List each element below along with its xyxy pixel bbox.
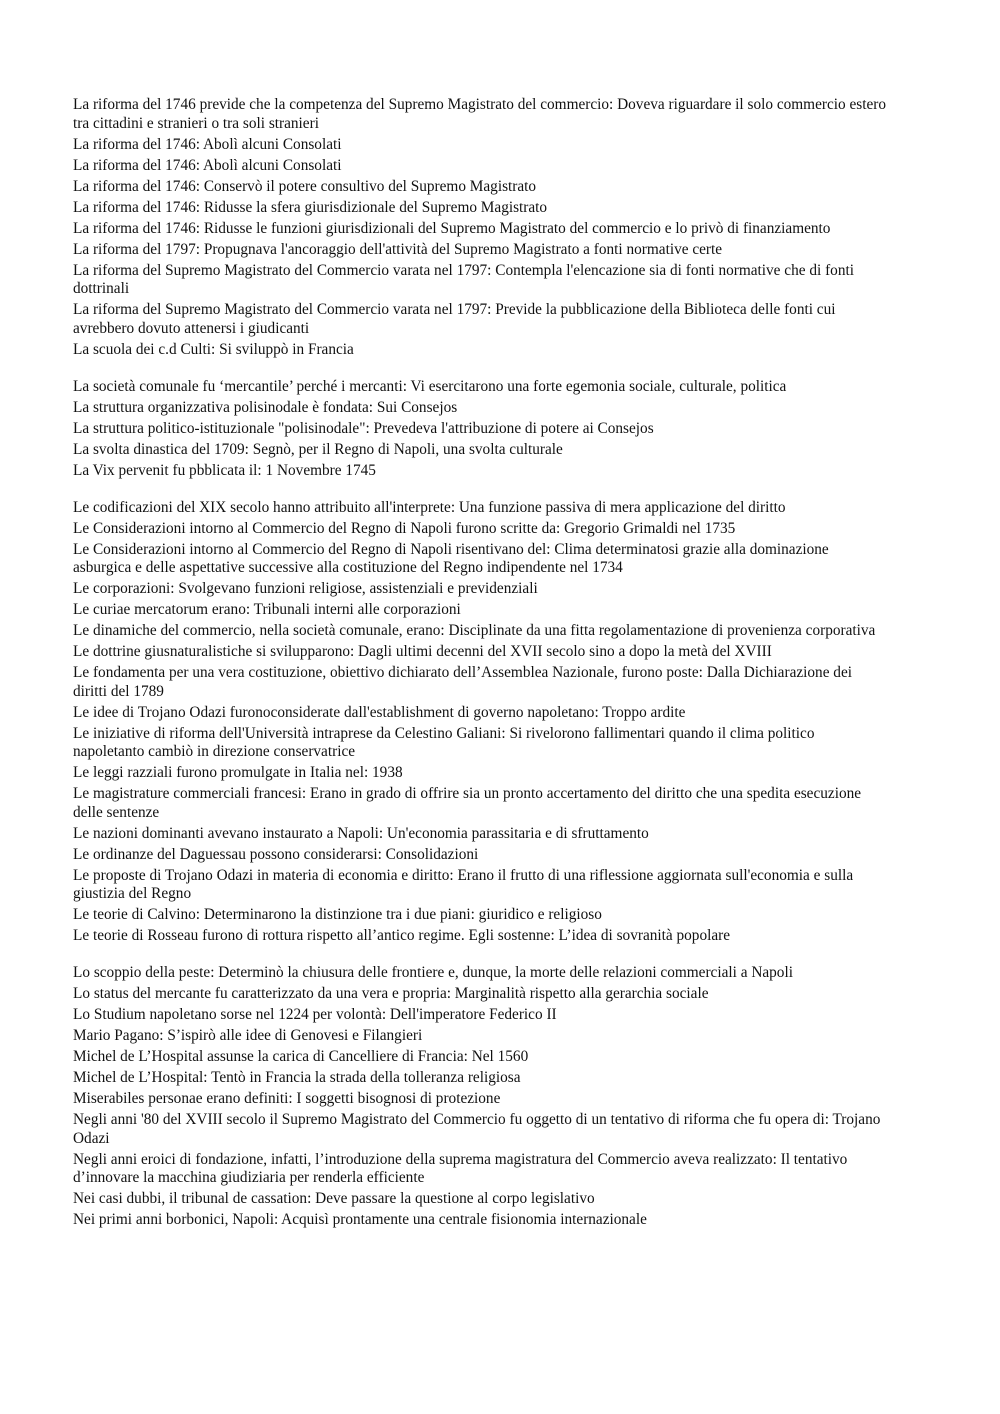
- list-item: Nei casi dubbi, il tribunal de cassation: Deve passare la questione al corpo legislativo: [73, 1190, 595, 1207]
- list-item: Lo scoppio della peste: Determinò la chiusura delle frontiere e, dunque, la morte delle relazioni commerciali a Napoli: [73, 964, 793, 981]
- list-item: Le nazioni dominanti avevano instaurato a Napoli: Un'economia parassitaria e di sfruttamento: [73, 824, 649, 842]
- list-item: Le codificazioni del XIX secolo hanno attribuito all'interprete: Una funzione passiva di mera applicazione del diritto: [73, 498, 786, 516]
- entry-group: [73, 964, 888, 1230]
- entry-group: [73, 499, 888, 946]
- list-item: Le leggi razziali furono promulgate in Italia nel: 1938: [73, 764, 403, 781]
- list-item: Negli anni eroici di fondazione, infatti, l’introduzione della suprema magistratura del Commercio aveva realizzato: Il tentativo d’innovare la macchina giudiziaria per renderla efficiente: [73, 1150, 848, 1186]
- list-item: Le curiae mercatorum erano: Tribunali interni alle corporazioni: [73, 601, 461, 618]
- list-item: Lo status del mercante fu caratterizzato da una vera e propria: Marginalità rispetto alla gerarchia sociale: [73, 985, 709, 1002]
- list-item: Nei primi anni borbonici, Napoli: Acquisì prontamente una centrale fisionomia internazionale: [73, 1211, 647, 1228]
- list-item: Le dinamiche del commercio, nella società comunale, erano: Disciplinate da una fitta regolamentazione di provenienza corporativa: [73, 622, 876, 639]
- list-item: La riforma del 1797: Propugnava l'ancoraggio dell'attività del Supremo Magistrato a fonti normative certe: [73, 240, 723, 258]
- list-item: Lo Studium napoletano sorse nel 1224 per volontà: Dell'imperatore Federico II: [73, 1006, 557, 1023]
- list-item: Negli anni '80 del XVIII secolo il Supremo Magistrato del Commercio fu oggetto di un tentativo di riforma che fu opera di: Trojano Odazi: [73, 1111, 881, 1147]
- list-item: Mario Pagano: S’ispirò alle idee di Genovesi e Filangieri: [73, 1027, 423, 1044]
- list-item: Le dottrine giusnaturalistiche si svilupparono: Dagli ultimi decenni del XVII secolo sino a dopo la metà del XVIII: [73, 643, 772, 660]
- list-item: Le idee di Trojano Odazi furonoconsiderate dall'establishment di governo napoletano: Troppo ardite: [73, 703, 686, 721]
- list-item: Le magistrature commerciali francesi: Erano in grado di offrire sia un pronto accertamento del diritto che una spedita esecuzione delle sentenze: [73, 785, 862, 821]
- list-item: La struttura politico-istituzionale "polisinodale": Prevedeva l'attribuzione di potere ai Consejos: [73, 419, 654, 437]
- list-item: La società comunale fu ‘mercantile’ perché i mercanti: Vi esercitarono una forte egemonia sociale, culturale, politica: [73, 377, 787, 395]
- list-item: La struttura organizzativa polisinodale è fondata: Sui Consejos: [73, 398, 458, 416]
- list-item: Michel de L’Hospital: Tentò in Francia la strada della tolleranza religiosa: [73, 1069, 521, 1086]
- list-item: La riforma del 1746: Abolì alcuni Consolati: [73, 135, 342, 153]
- list-item: Le corporazioni: Svolgevano funzioni religiose, assistenziali e previdenziali: [73, 580, 538, 597]
- list-item: Le fondamenta per una vera costituzione, obiettivo dichiarato dell’Assemblea Nazionale, furono poste: Dalla Dichiarazione dei diritti del 1789: [73, 664, 852, 700]
- list-item: La svolta dinastica del 1709: Segnò, per il Regno di Napoli, una svolta culturale: [73, 440, 563, 458]
- list-item: Le teorie di Calvino: Determinarono la distinzione tra i due piani: giuridico e religioso: [73, 906, 602, 923]
- list-item: La riforma del 1746: Ridusse la sfera giurisdizionale del Supremo Magistrato: [73, 198, 548, 216]
- list-item: Miserabiles personae erano definiti: I soggetti bisognosi di protezione: [73, 1090, 501, 1107]
- document-page: [73, 96, 888, 1232]
- list-item: Le proposte di Trojano Odazi in materia di economia e diritto: Erano il frutto di una riflessione aggiornata sull'economia e sulla giustizia del Regno: [73, 866, 854, 902]
- list-item: La scuola dei c.d Culti: Si sviluppò in Francia: [73, 340, 354, 358]
- list-item: La Vix pervenit fu pbblicata il: 1 Novembre 1745: [73, 461, 376, 479]
- list-item: La riforma del 1746 previde che la competenza del Supremo Magistrato del commercio: Doveva riguardare il solo commercio estero tra cittadini e stranieri o tra soli stranieri: [73, 96, 886, 132]
- list-item: Le Considerazioni intorno al Commercio del Regno di Napoli furono scritte da: Gregorio Grimaldi nel 1735: [73, 519, 736, 537]
- list-item: La riforma del 1746: Ridusse le funzioni giurisdizionali del Supremo Magistrato del commercio e lo privò di finanziamento: [73, 219, 831, 237]
- list-item: Le Considerazioni intorno al Commercio del Regno di Napoli risentivano del: Clima determinatosi grazie alla dominazione asburgica e delle aspettative successive alla costituzione del Regno indipendente nel 1734: [73, 540, 829, 576]
- entry-group: [73, 378, 888, 481]
- list-item: La riforma del 1746: Conservò il potere consultivo del Supremo Magistrato: [73, 177, 537, 195]
- list-item: La riforma del Supremo Magistrato del Commercio varata nel 1797: Contempla l'elencazione sia di fonti normative che di fonti dottrinali: [73, 261, 854, 297]
- list-item: Le iniziative di riforma dell'Università intraprese da Celestino Galiani: Si rivelorono fallimentari quando il clima politico napoletanto cambiò in direzione conservatrice: [73, 724, 815, 760]
- list-item: Le teorie di Rosseau furono di rottura rispetto all’antico regime. Egli sostenne: L’idea di sovranità popolare: [73, 927, 731, 944]
- list-item: La riforma del Supremo Magistrato del Commercio varata nel 1797: Previde la pubblicazione della Biblioteca delle fonti cui avrebbero dovuto attenersi i giudicanti: [73, 301, 836, 337]
- list-item: La riforma del 1746: Abolì alcuni Consolati: [73, 156, 342, 174]
- list-item: Le ordinanze del Daguessau possono considerarsi: Consolidazioni: [73, 845, 479, 863]
- entry-group: [73, 96, 888, 359]
- list-item: Michel de L’Hospital assunse la carica di Cancelliere di Francia: Nel 1560: [73, 1048, 529, 1065]
